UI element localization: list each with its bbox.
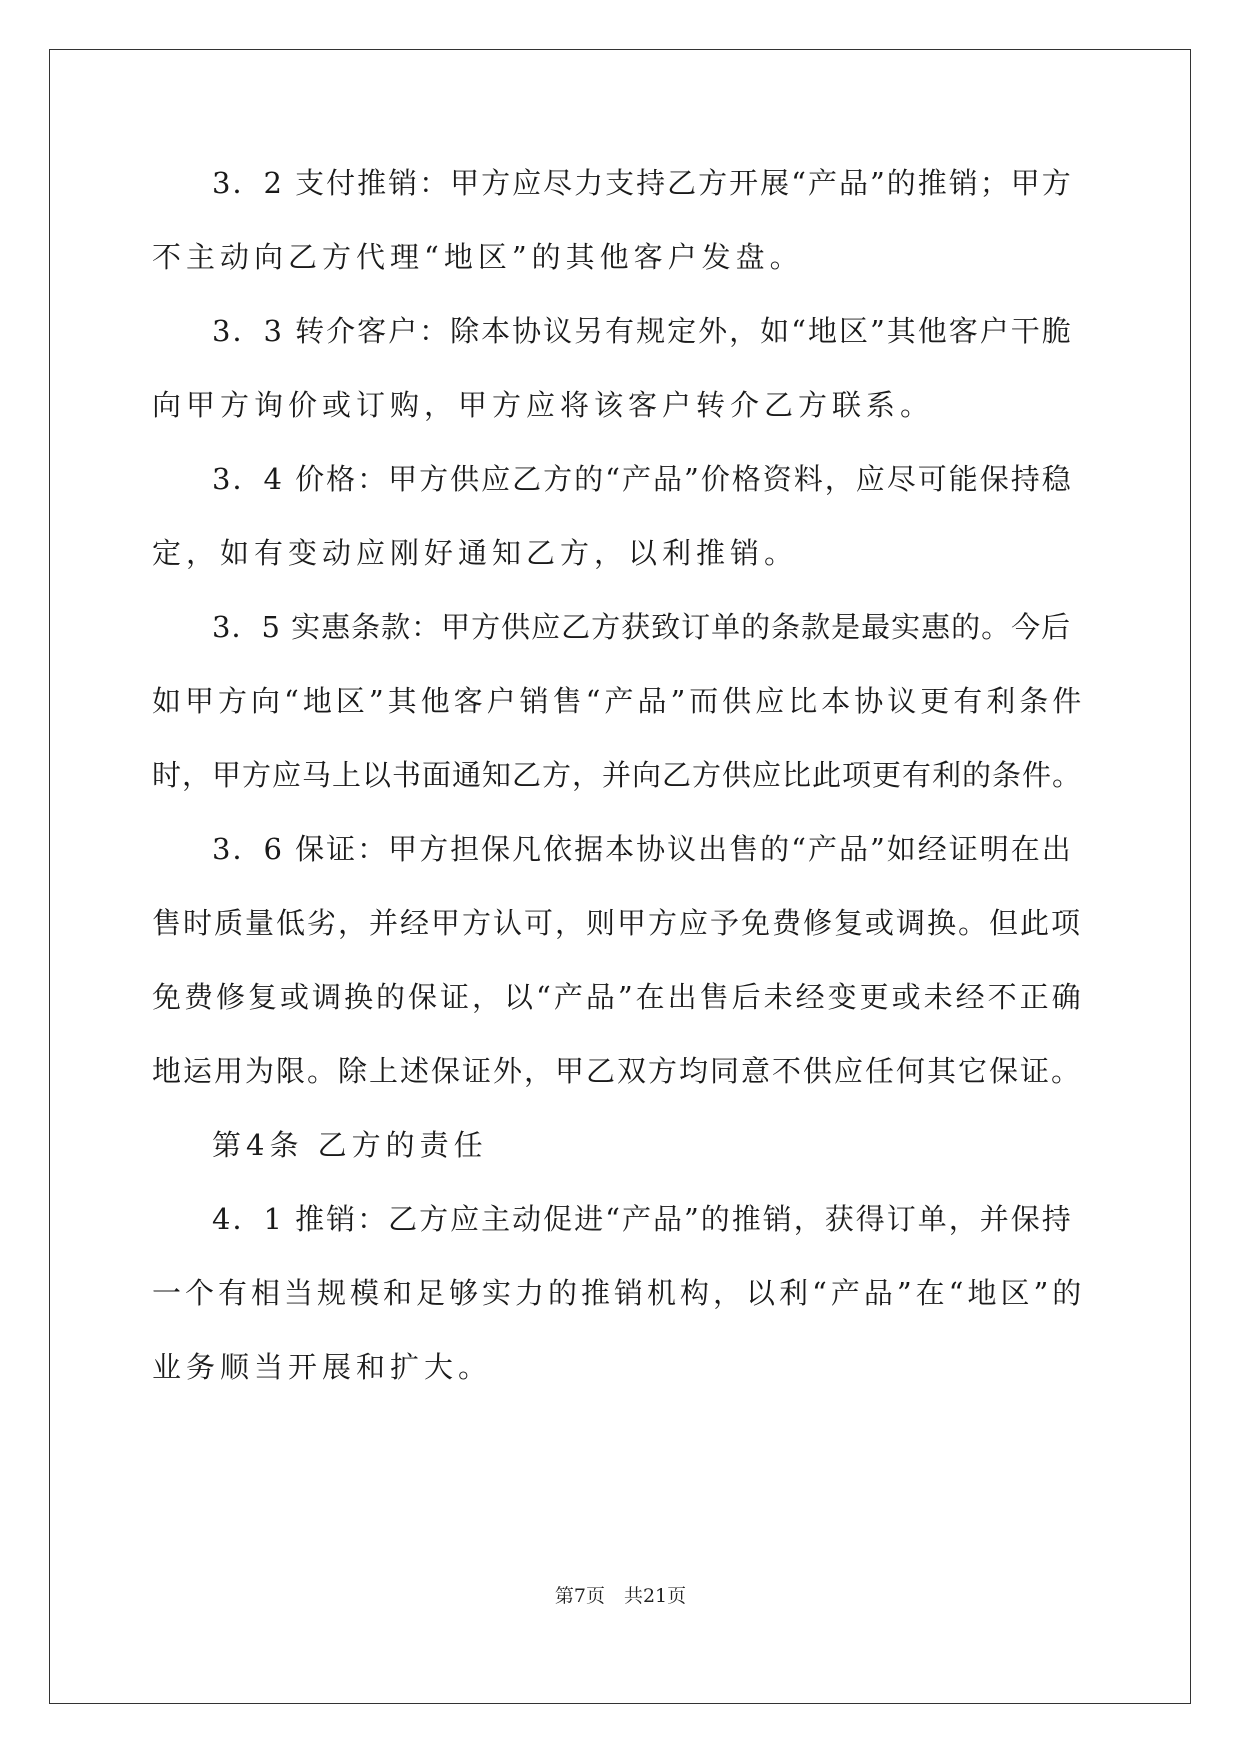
clause-3-6-line-2: 售时质量低劣，并经甲方认可，则甲方应予免费修复或调换。但此项 [152,906,1083,940]
page-number-footer: 第7页 共21页 [554,1585,687,1607]
clause-3-2-line-1: 3．2 支付推销：甲方应尽力支持乙方开展“产品”的推销；甲方 [212,166,1073,200]
page-border [49,49,1191,1704]
clause-3-5-line-3: 时，甲方应马上以书面通知乙方，并向乙方供应比此项更有利的条件。 [152,758,1083,792]
clause-3-6-line-3: 免费修复或调换的保证，以“产品”在出售后未经变更或未经不正确 [152,980,1084,1014]
article-4-heading: 第4条 乙方的责任 [212,1128,488,1162]
clause-4-1-line-2: 一个有相当规模和足够实力的推销机构，以利“产品”在“地区”的 [152,1276,1086,1310]
clause-3-6-line-1: 3．6 保证：甲方担保凡依据本协议出售的“产品”如经证明在出 [212,832,1073,866]
clause-3-3-line-1: 3．3 转介客户：除本协议另有规定外，如“地区”其他客户干脆 [212,314,1073,348]
clause-3-6-line-4: 地运用为限。除上述保证外，甲乙双方均同意不供应任何其它保证。 [152,1054,1083,1088]
clause-3-3-line-2: 向甲方询价或订购，甲方应将该客户转介乙方联系。 [152,388,935,422]
clause-3-4-line-2: 定，如有变动应刚好通知乙方，以利推销。 [152,536,799,570]
clause-3-4-line-1: 3．4 价格：甲方供应乙方的“产品”价格资料，应尽可能保持稳 [212,462,1073,496]
clause-4-1-line-1: 4．1 推销：乙方应主动促进“产品”的推销，获得订单，并保持 [212,1202,1073,1236]
clause-3-5-line-2: 如甲方向“地区”其他客户销售“产品”而供应比本协议更有利条件 [152,684,1086,718]
clause-4-1-line-3: 业务顺当开展和扩大。 [152,1350,493,1384]
clause-3-2-line-2: 不主动向乙方代理“地区”的其他客户发盘。 [152,240,804,274]
clause-3-5-line-1: 3．5 实惠条款：甲方供应乙方获致订单的条款是最实惠的。今后 [212,610,1072,644]
